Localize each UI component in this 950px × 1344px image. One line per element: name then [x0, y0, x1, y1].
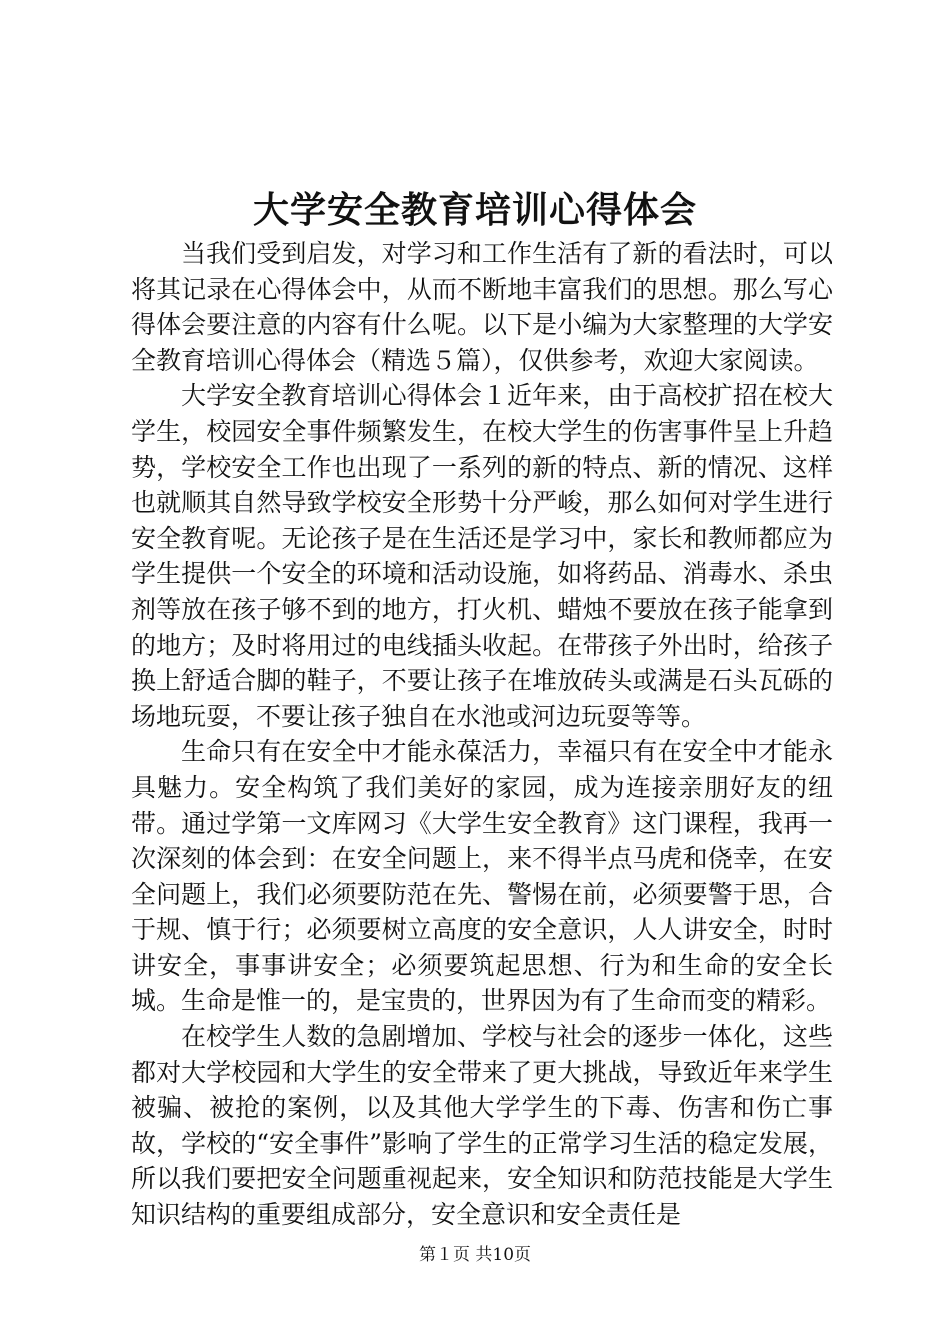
- page-number-footer: 第１页 共10页: [418, 1245, 532, 1265]
- document-body: [131, 236, 833, 1233]
- document-title: 大学安全教育培训心得体会: [252, 189, 697, 231]
- paragraph-3: 在校学生人数的急剧增加、学校与社会的逐步一体化，这些都对大学校园和大学生的安全带来了更大挑战，导致近年来学生被骗、被抢的案例，以及其他大学学生的下毒、伤害和伤亡事故，学校的“安全事件”影响了学生的正常学习生活的稳定发展，所以我们要把安全问题重视起来，安全知识和防范技能是大学生知识结构的重要组成部分，安全意识和安全责任是: [131, 1022, 833, 1230]
- paragraph-2: 生命只有在安全中才能永葆活力，幸福只有在安全中才能永具魅力。安全构筑了我们美好的家园，成为连接亲朋好友的纽带。通过学第一文库网习《大学生安全教育》这门课程，我再一次深刻的体会到：在安全问题上，来不得半点马虎和侥幸，在安全问题上，我们必须要防范在先、警惕在前，必须要警于思，合于规、慎于行；必须要树立高度的安全意识，人人讲安全，时时讲安全，事事讲安全；必须要筑起思想、行为和生命的安全长城。生命是惟一的，是宝贵的，世界因为有了生命而变的精彩。: [131, 737, 833, 1016]
- paragraph-1: 大学安全教育培训心得体会１近年来，由于高校扩招在校大学生，校园安全事件频繁发生，在校大学生的伤害事件呈上升趋势，学校安全工作也出现了一系列的新的特点、新的情况、这样也就顺其自然导致学校安全形势十分严峻，那么如何对学生进行安全教育呢。无论孩子是在生活还是学习中，家长和教师都应为学生提供一个安全的环境和活动设施，如将药品、消毒水、杀虫剂等放在孩子够不到的地方，打火机、蜡烛不要放在孩子能拿到的地方；及时将用过的电线插头收起。在带孩子外出时，给孩子换上舒适合脚的鞋子，不要让孩子在堆放砖头或满是石头瓦砾的场地玩耍，不要让孩子独自在水池或河边玩耍等等。: [131, 381, 833, 731]
- paragraph-intro: 当我们受到启发，对学习和工作生活有了新的看法时，可以将其记录在心得体会中，从而不断地丰富我们的思想。那么写心得体会要注意的内容有什么呢。以下是小编为大家整理的大学安全教育培训心得体会（精选５篇），仅供参考，欢迎大家阅读。: [131, 239, 833, 375]
